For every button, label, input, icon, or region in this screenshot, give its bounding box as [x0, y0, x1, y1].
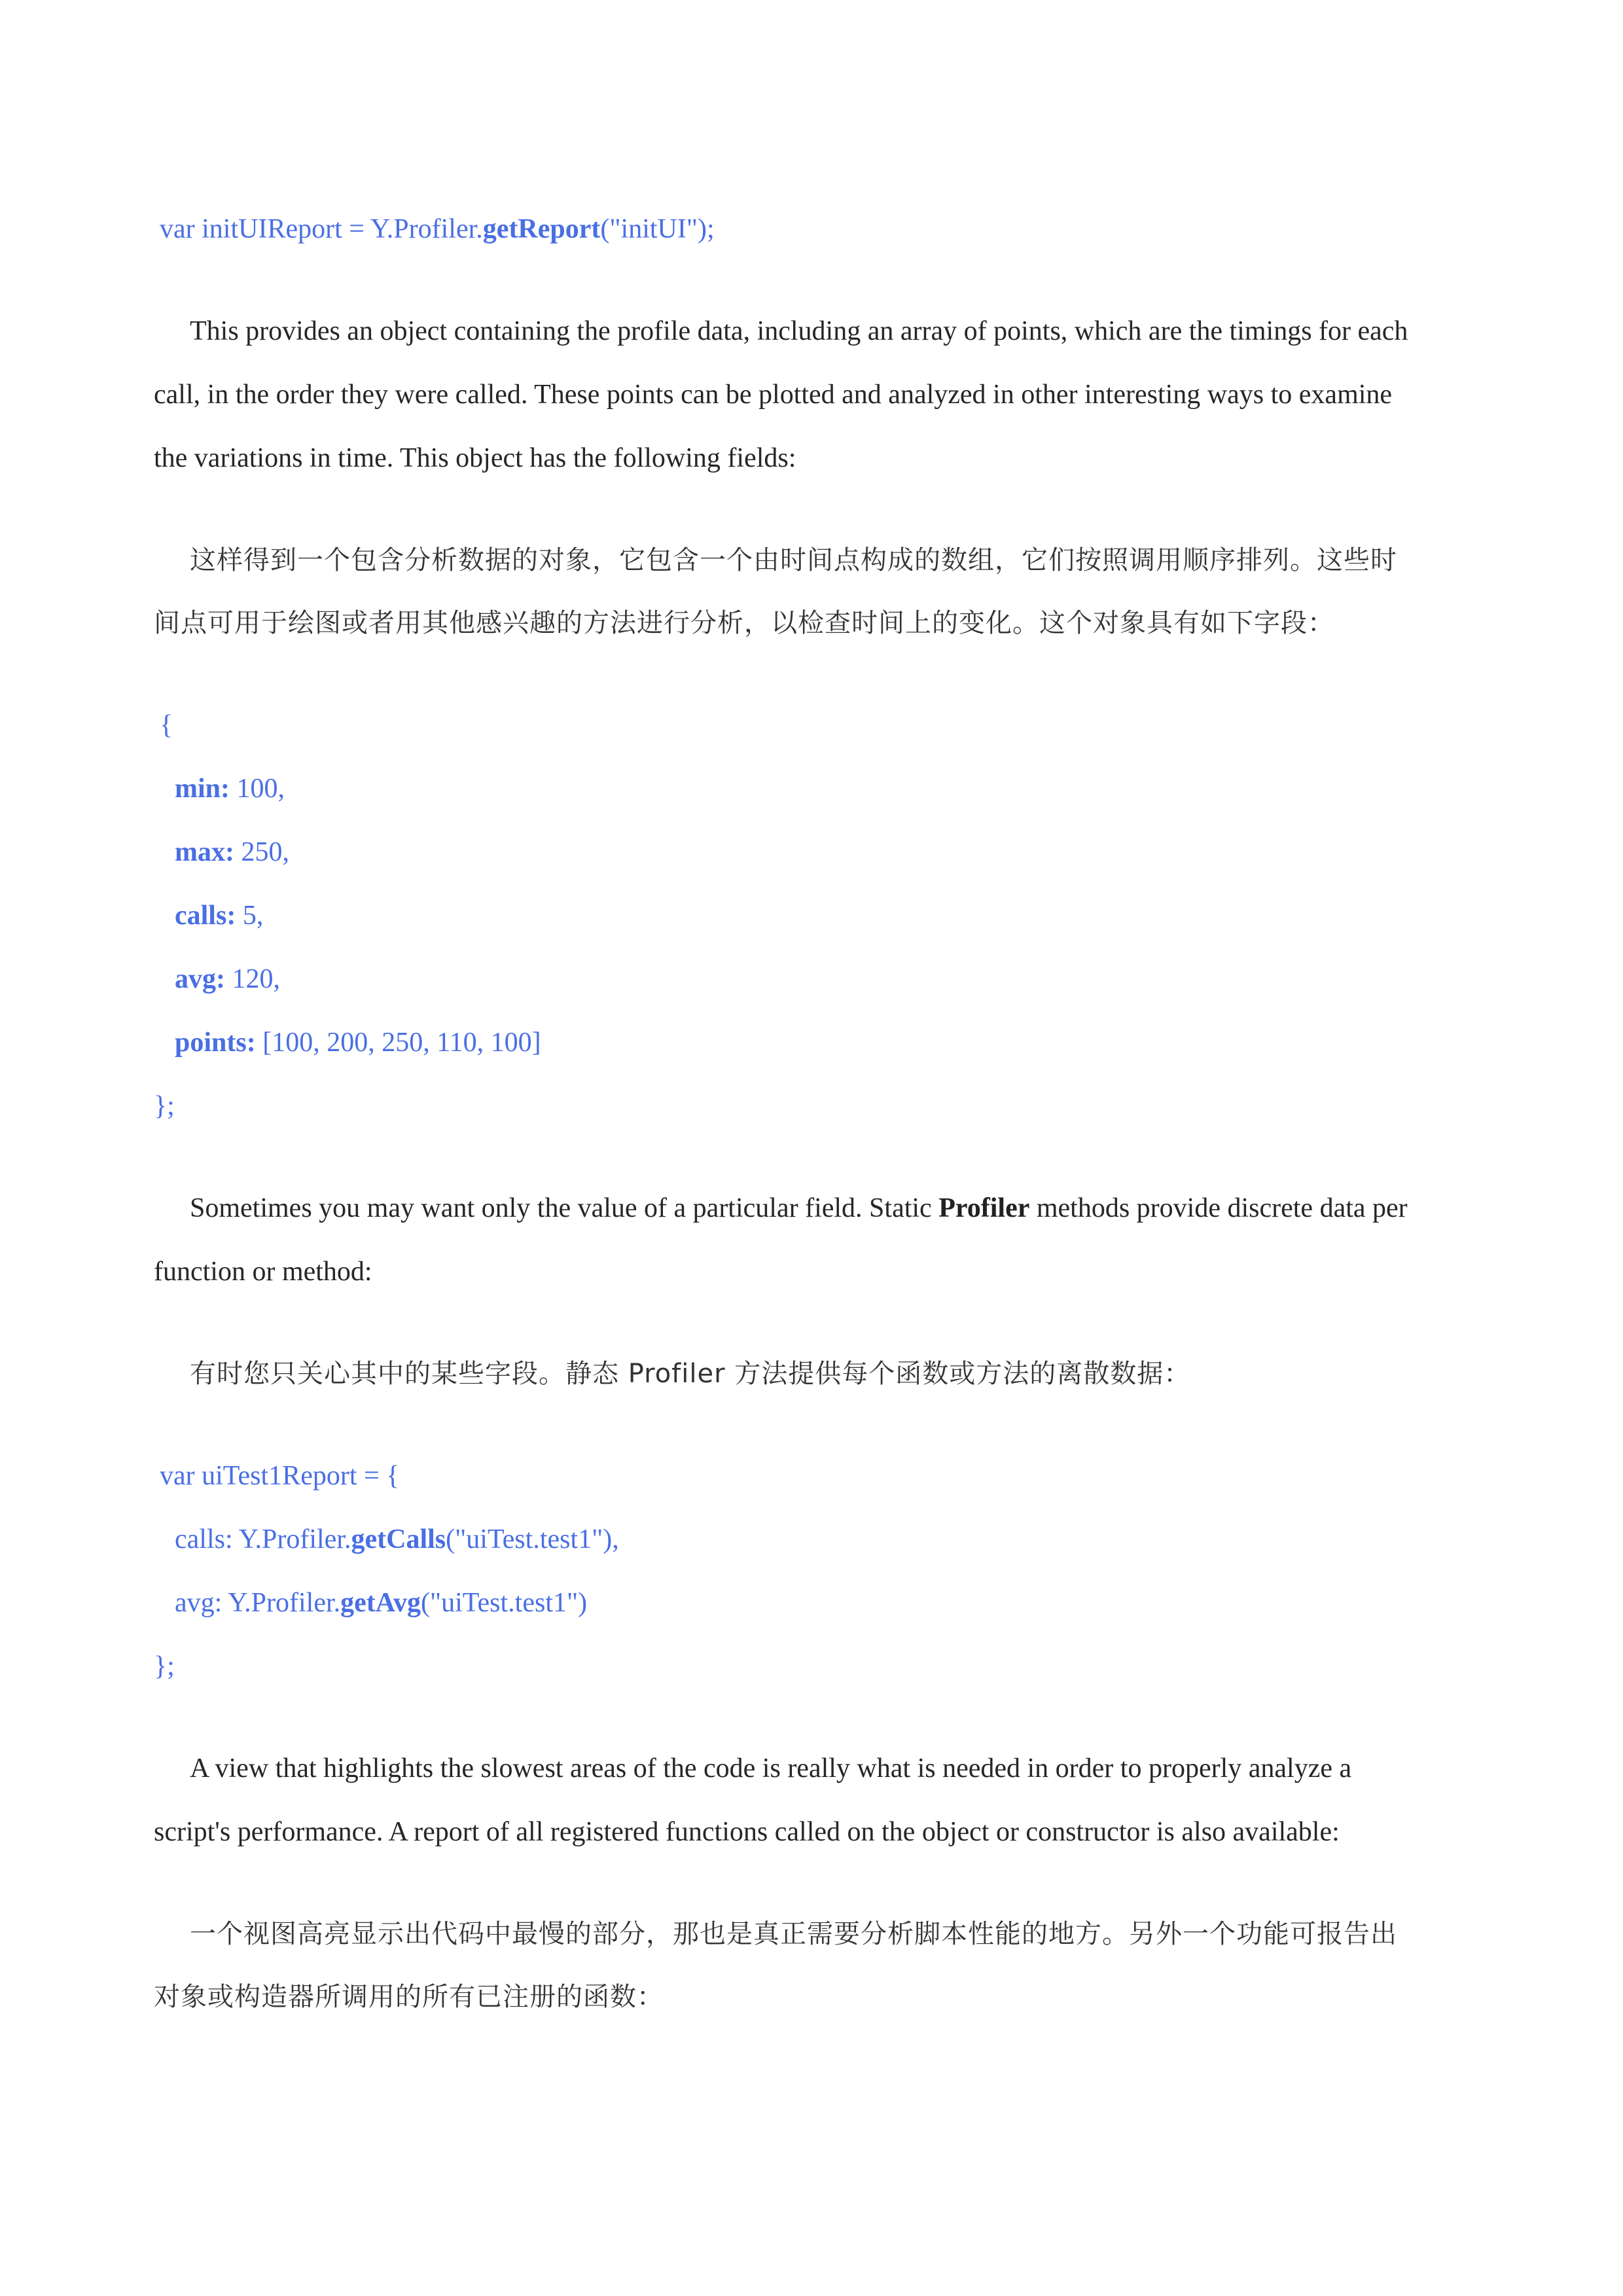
field-value: 100,	[230, 774, 285, 804]
paragraph-text: Sometimes you may want only the value of a particular field. Static	[190, 1193, 939, 1223]
paragraph-line: script's performance. A report of all registered functions called on the object or constructor is also available:	[154, 1817, 1340, 1847]
paragraph-line-zh: 间点可用于绘图或者用其他感兴趣的方法进行分析，以检查时间上的变化。这个对象具有如下字段：	[154, 608, 1334, 638]
code-field-min	[175, 769, 285, 808]
code-line-avg	[175, 1583, 587, 1623]
field-key: calls:	[175, 901, 236, 931]
field-value: 250,	[234, 837, 289, 867]
field-value: [100, 200, 250, 110, 100]	[255, 1028, 541, 1058]
field-key: points:	[175, 1028, 256, 1058]
code-function-name: getCalls	[351, 1524, 446, 1554]
paragraph-line-zh: 有时您只关心其中的某些字段。静态 Profiler 方法提供每个函数或方法的离散数据：	[190, 1359, 1191, 1389]
paragraph-bold-term: Profiler	[938, 1193, 1030, 1223]
code-field-avg	[175, 960, 280, 999]
code-function-name: getAvg	[340, 1588, 421, 1618]
field-value: 120,	[225, 964, 280, 994]
paragraph-line: function or method:	[154, 1257, 372, 1287]
paragraph-line: This provides an object containing the profile data, including an array of points, which are the timings for each	[190, 316, 1408, 346]
code-text: avg: Y.Profiler.	[175, 1588, 341, 1618]
code-brace-open: {	[160, 710, 173, 740]
code-line-get-report	[160, 209, 715, 249]
paragraph-line-zh: 一个视图高亮显示出代码中最慢的部分，那也是真正需要分析脚本性能的地方。另外一个功能可报告出	[190, 1919, 1397, 1949]
code-function-name: getReport	[482, 214, 601, 244]
paragraph-line	[190, 1189, 1408, 1228]
code-brace-close: };	[154, 1651, 175, 1681]
paragraph-line-zh: 对象或构造器所调用的所有已注册的函数：	[154, 1982, 664, 2012]
paragraph-line: call, in the order they were called. These points can be plotted and analyzed in other interesting ways to examine	[154, 380, 1393, 410]
paragraph-line: A view that highlights the slowest areas of the code is really what is needed in order to properly analyze a	[190, 1753, 1352, 1784]
code-line-var: var uiTest1Report = {	[160, 1461, 400, 1491]
code-text: var initUIReport = Y.Profiler.	[160, 214, 483, 244]
field-key: max:	[175, 837, 234, 867]
code-field-points	[175, 1023, 541, 1062]
paragraph-line-zh: 这样得到一个包含分析数据的对象，它包含一个由时间点构成的数组，它们按照调用顺序排列。这些时	[190, 545, 1397, 575]
code-text: calls: Y.Profiler.	[175, 1524, 351, 1554]
code-field-max	[175, 833, 289, 872]
code-text: ("uiTest.test1")	[421, 1588, 588, 1618]
field-key: min:	[175, 774, 230, 804]
paragraph-text: methods provide discrete data per	[1029, 1193, 1408, 1223]
code-line-calls	[175, 1520, 619, 1559]
field-key: avg:	[175, 964, 225, 994]
code-field-calls	[175, 896, 263, 935]
code-text: ("initUI");	[600, 214, 715, 244]
code-brace-close: };	[154, 1091, 175, 1121]
code-text: ("uiTest.test1"),	[446, 1524, 619, 1554]
paragraph-line: the variations in time. This object has the following fields:	[154, 443, 796, 473]
field-value: 5,	[236, 901, 264, 931]
